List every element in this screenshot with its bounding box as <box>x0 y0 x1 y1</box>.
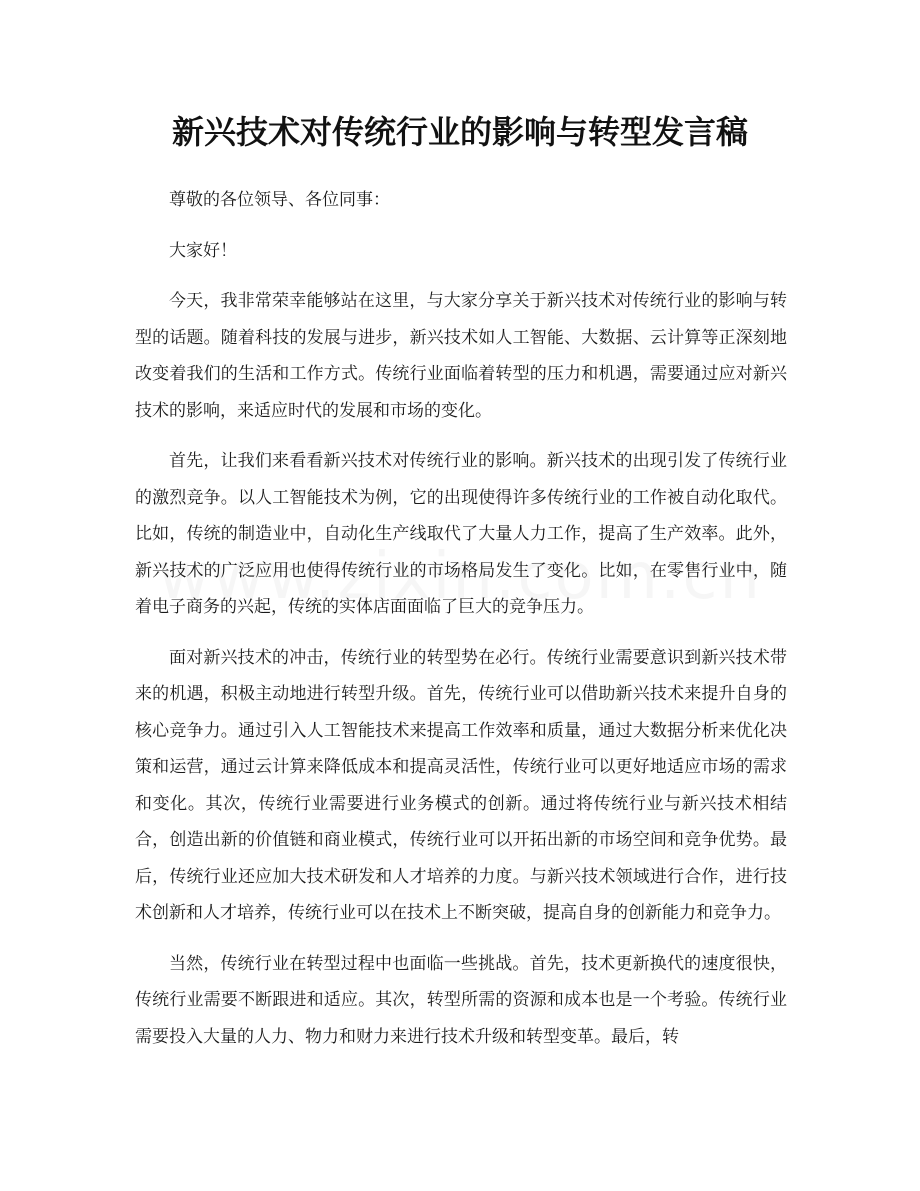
document-body <box>135 182 787 1069</box>
document-title: 新兴技术对传统行业的影响与转型发言稿 <box>171 113 748 151</box>
paragraph-impact: 首先，让我们来看看新兴技术对传统行业的影响。新兴技术的出现引发了传统行业的激烈竞争。以人工智能技术为例，它的出现使得许多传统行业的工作被自动化取代。比如，传统的制造业中，自动化生产线取代了大量人力工作，提高了生产效率。此外，新兴技术的广泛应用也使得传统行业的市场格局发生了变化。比如，在零售行业中，随着电子商务的兴起，传统的实体店面面临了巨大的竞争压力。 <box>135 451 787 617</box>
paragraph-challenges: 当然，传统行业在转型过程中也面临一些挑战。首先，技术更新换代的速度很快，传统行业需要不断跟进和适应。其次，转型所需的资源和成本也是一个考验。传统行业需要投入大量的人力、物力和财力来进行技术升级和转型变革。最后，转 <box>135 953 787 1047</box>
salutation: 尊敬的各位领导、各位同事： <box>169 190 390 210</box>
paragraph-intro: 今天，我非常荣幸能够站在这里，与大家分享关于新兴技术对传统行业的影响与转型的话题。随着科技的发展与进步，新兴技术如人工智能、大数据、云计算等正深刻地改变着我们的生活和工作方式。传统行业面临着转型的压力和机遇，需要通过应对新兴技术的影响，来适应时代的发展和市场的变化。 <box>135 291 787 421</box>
paragraph-transformation: 面对新兴技术的冲击，传统行业的转型势在必行。传统行业需要意识到新兴技术带来的机遇，积极主动地进行转型升级。首先，传统行业可以借助新兴技术来提升自身的核心竞争力。通过引入人工智能技术来提高工作效率和质量，通过大数据分析来优化决策和运营，通过云计算来降低成本和提高灵活性，传统行业可以更好地适应市场的需求和变化。其次，传统行业需要进行业务模式的创新。通过将传统行业与新兴技术相结合，创造出新的价值链和商业模式，传统行业可以开拓出新的市场空间和竞争优势。最后，传统行业还应加大技术研发和人才培养的力度。与新兴技术领域进行合作，进行技术创新和人才培养，传统行业可以在技术上不断突破，提高自身的创新能力和竞争力。 <box>135 647 787 923</box>
greeting: 大家好！ <box>169 240 237 261</box>
